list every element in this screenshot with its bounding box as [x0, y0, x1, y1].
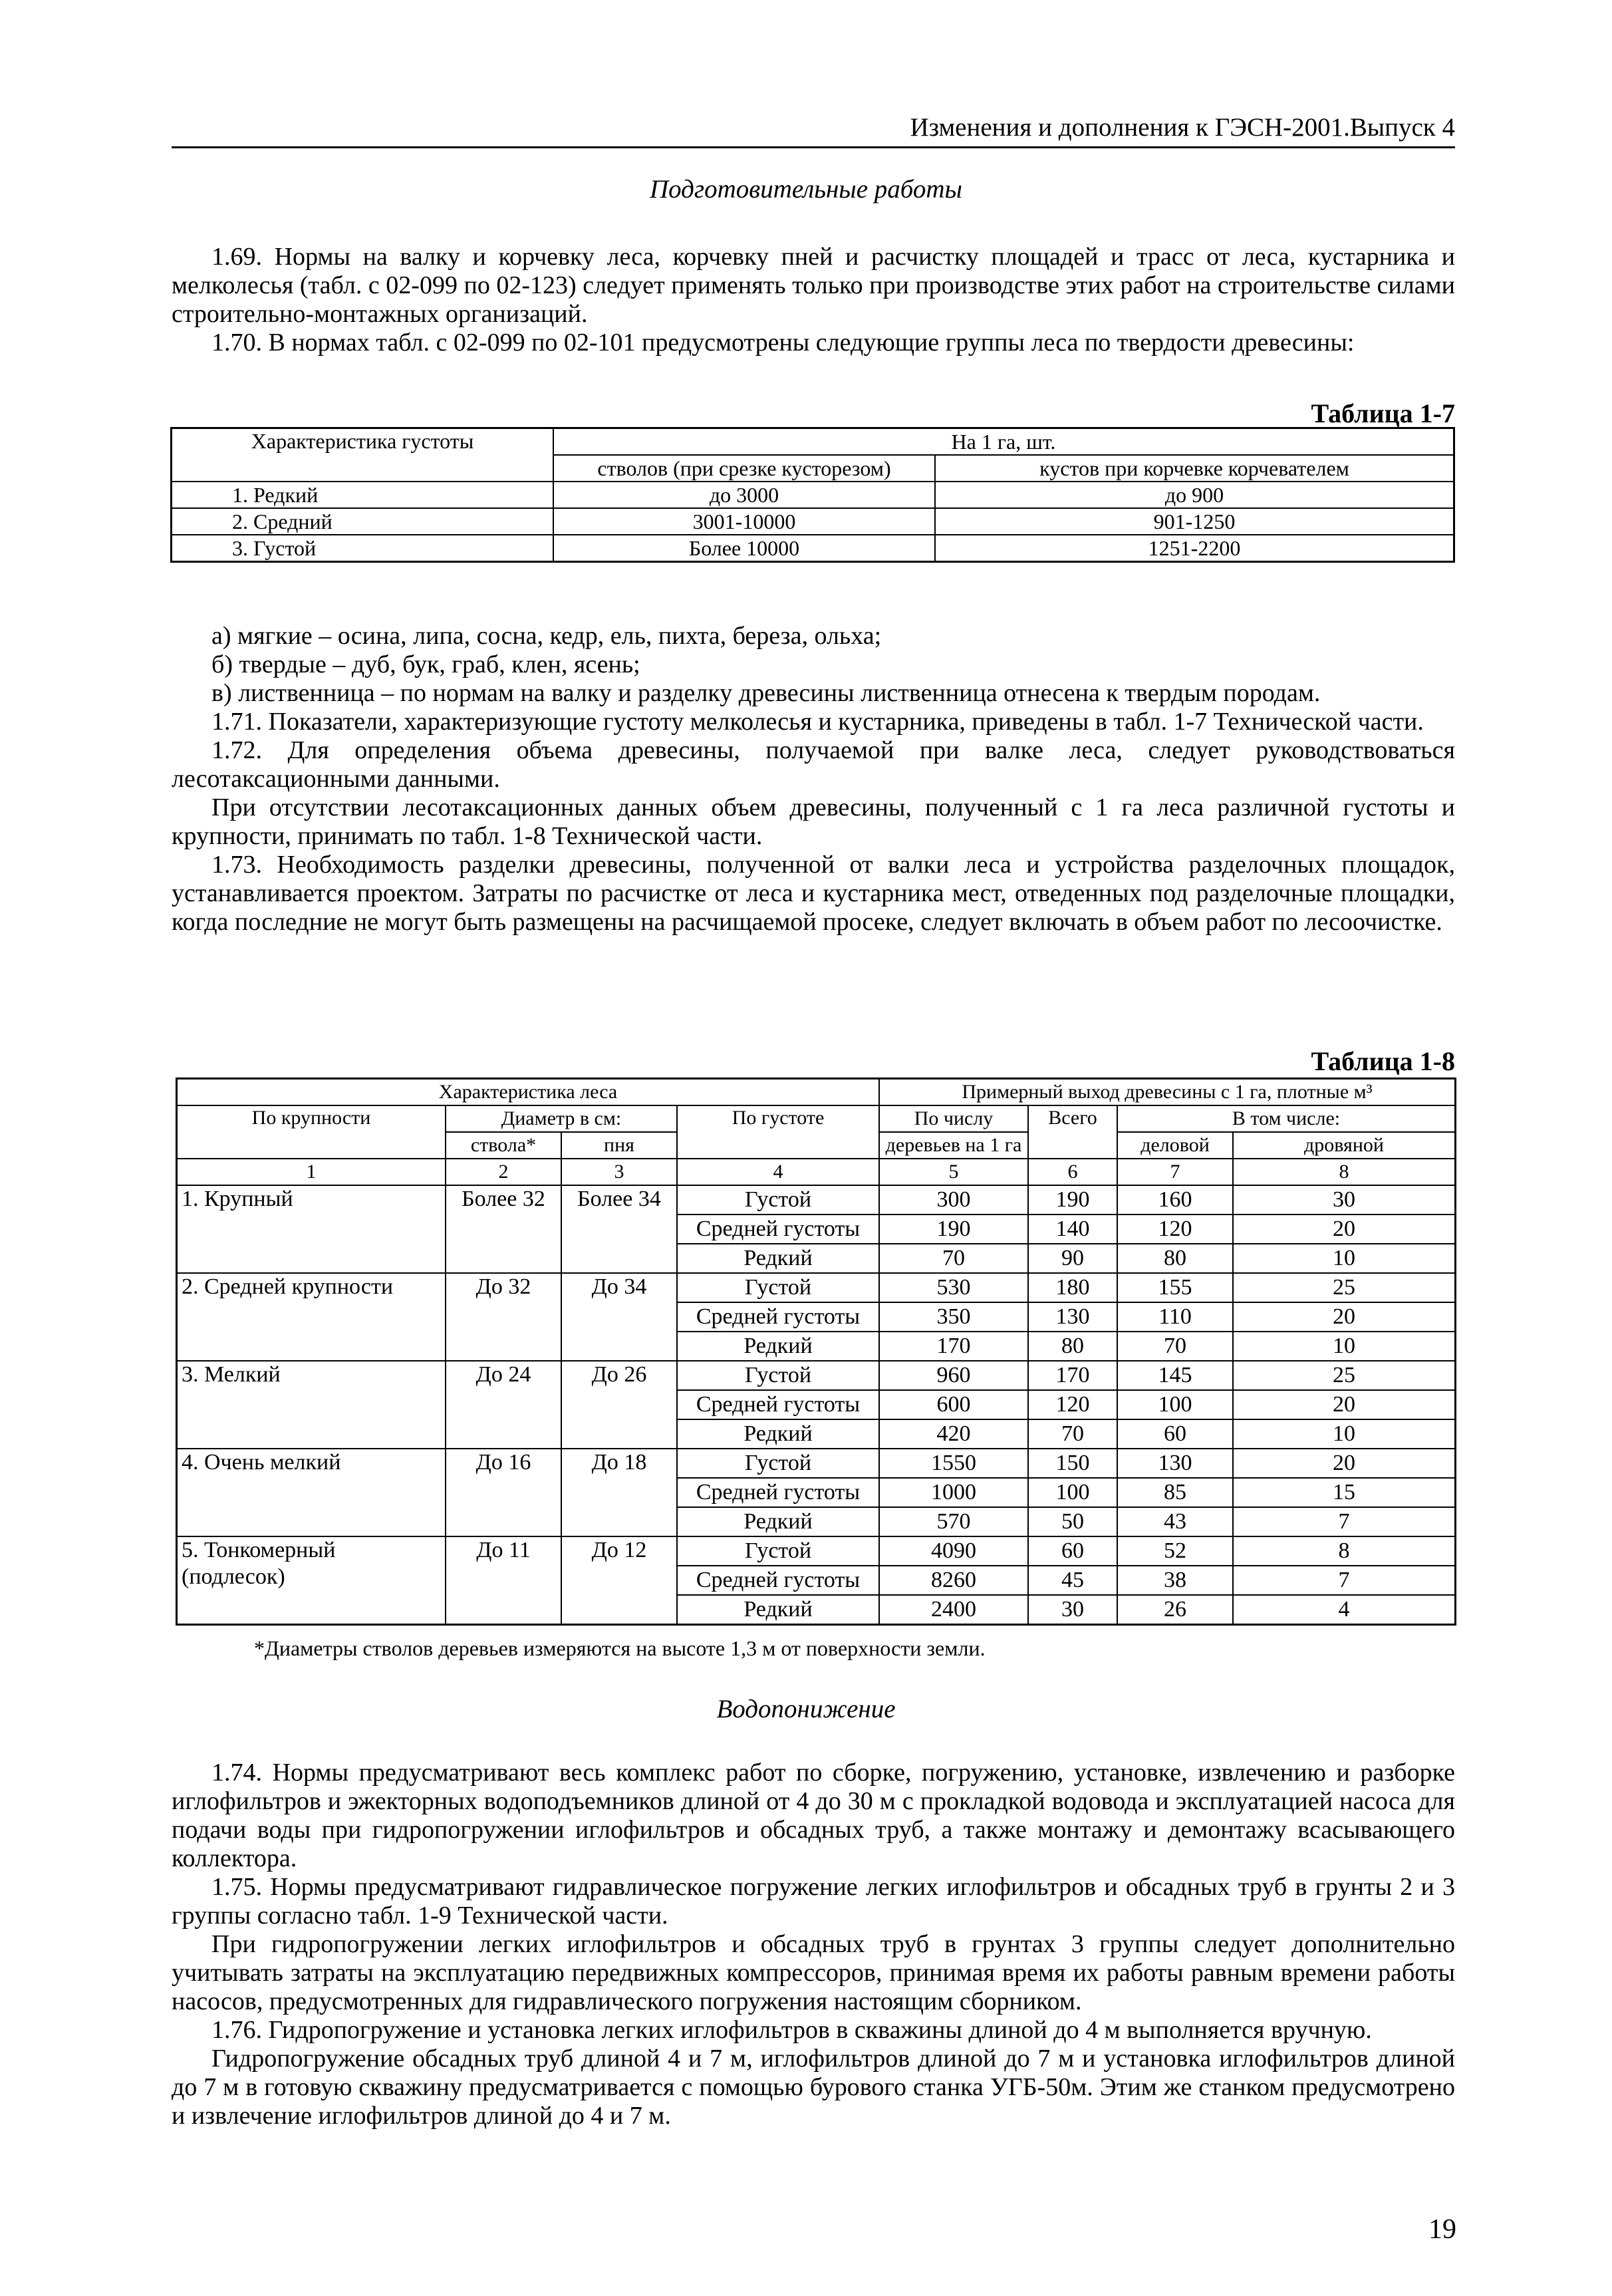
paragraph-1-74: 1.74. Нормы предусматривают весь комплекс работ по сборке, погружению, установке, извлечению и разборке иглофильтров и эжекторных водоподъемников длиной от 4 до 30 м с прокладкой водовода и эксплуатацией насоса для подачи воды при гидропогружении иглофильтров и обсадных труб, а также монтажу и демонтажу всасывающего коллектора.: [172, 1759, 1455, 1872]
paragraph-1-76-b: Гидропогружение обсадных труб длиной 4 и 7 м, иглофильтров длиной до 7 м и установка иглофильтров длиной до 7 м в готовую скважину предусматривается с помощью бурового станка УГБ-50м. Этим же станком предусмотрено и извлечение иглофильтров длиной до 4 и 7 м.: [172, 2045, 1455, 2130]
table-cell: 80: [1117, 1244, 1233, 1273]
table-cell: 6: [1028, 1159, 1117, 1185]
table-1-8-header-count: По числу: [879, 1105, 1028, 1132]
table-cell: 80: [1028, 1332, 1117, 1361]
table-cell: 160: [1117, 1185, 1233, 1215]
page-number: 19: [1428, 2214, 1456, 2245]
table-cell: До 32: [446, 1273, 561, 1361]
table-row: [172, 482, 1454, 508]
size-label: 2. Средней крупности: [182, 1274, 394, 1299]
table-cell: 120: [1117, 1215, 1233, 1244]
table-cell: Редкий: [677, 1244, 879, 1273]
table-cell: 8: [1233, 1159, 1456, 1185]
table-row: [172, 535, 1454, 562]
table-cell: 350: [879, 1302, 1028, 1332]
table-1-8-header-trunk: ствола*: [446, 1132, 561, 1159]
table-1-8-header-firewood: дровяной: [1233, 1132, 1456, 1159]
table-cell: 2. Средний: [172, 508, 554, 535]
table-cell: До 26: [561, 1361, 677, 1449]
table-cell: Редкий: [677, 1419, 879, 1449]
table-cell: 25: [1233, 1273, 1456, 1302]
table-cell: 10: [1233, 1332, 1456, 1361]
table-cell: 1550: [879, 1449, 1028, 1478]
table-cell: 8260: [879, 1566, 1028, 1595]
table-cell: до 3000: [553, 482, 935, 508]
table-cell: 1. Редкий: [172, 482, 554, 508]
list-item-a: а) мягкие – осина, липа, сосна, кедр, ель, пихта, береза, ольха;: [211, 622, 882, 650]
paragraph-1-69: 1.69. Нормы на валку и корчевку леса, корчевку пней и расчистку площадей и трасс от леса, кустарника и мелколесья (табл. с 02-099 по 02-123) следует применять только при производстве этих работ на строительстве силами строительно-монтажных организаций.: [172, 243, 1455, 328]
table-cell: 2400: [879, 1595, 1028, 1625]
table-cell: 52: [1117, 1536, 1233, 1566]
table-1-7-header-density: Характеристика густоты: [172, 428, 554, 482]
table-cell: Густой: [677, 1449, 879, 1478]
table-row: [177, 1361, 1456, 1390]
paragraph-1-75-b: При гидропогружении легких иглофильтров и обсадных труб в грунтах 3 группы следует дополнительно учитывать затраты на эксплуатацию передвижных компрессоров, принимая время их работы равным времени работы насосов, предусмотренных для гидравлического погружения настоящим сборником.: [172, 1930, 1455, 2015]
table-cell: 7: [1117, 1159, 1233, 1185]
table-1-7-header-bushes: кустов при корчевке корчевателем: [935, 455, 1454, 482]
size-label: 4. Очень мелкий: [182, 1450, 341, 1475]
table-cell: Густой: [677, 1361, 879, 1390]
table-cell: 1: [177, 1159, 446, 1185]
table-cell: Средней густоты: [677, 1302, 879, 1332]
paragraphs-wood-groups: [172, 622, 1455, 936]
list-item-c: в) лиственница – по нормам на валку и разделку древесины лиственница отнесена к твердым породам.: [211, 679, 1321, 707]
table-cell: 1000: [879, 1478, 1028, 1507]
table-cell: 2: [446, 1159, 561, 1185]
table-cell: 7: [1233, 1507, 1456, 1536]
table-cell: 100: [1117, 1390, 1233, 1419]
table-1-8: [176, 1077, 1456, 1626]
page-header: Изменения и дополнения к ГЭСН-2001.Выпуск 4: [172, 112, 1455, 148]
table-cell: 20: [1233, 1449, 1456, 1478]
table-cell: 70: [1117, 1332, 1233, 1361]
table-1-8-header-including: В том числе:: [1117, 1105, 1456, 1132]
table-cell: 420: [879, 1419, 1028, 1449]
paragraph-1-76: 1.76. Гидропогружение и установка легких иглофильтров в скважины длиной до 4 м выполняется вручную.: [211, 2016, 1372, 2044]
table-cell: 110: [1117, 1302, 1233, 1332]
table-1-7-caption: Таблица 1-7: [1311, 398, 1455, 428]
table-cell: 15: [1233, 1478, 1456, 1507]
table-cell: 43: [1117, 1507, 1233, 1536]
table-cell: Более 32: [446, 1185, 561, 1273]
paragraph-1-75: 1.75. Нормы предусматривают гидравлическое погружение легких иглофильтров и обсадных труб в грунты 2 и 3 группы согласно табл. 1-9 Технической части.: [172, 1873, 1455, 1930]
table-cell: 7: [1233, 1566, 1456, 1595]
table-cell-size: [177, 1449, 446, 1536]
table-cell: 20: [1233, 1302, 1456, 1332]
table-cell: 130: [1028, 1302, 1117, 1332]
table-cell: 90: [1028, 1244, 1117, 1273]
table-cell: 85: [1117, 1478, 1233, 1507]
table-cell: 20: [1233, 1215, 1456, 1244]
table-1-8-header-trees: деревьев на 1 га: [879, 1132, 1028, 1159]
table-1-7: [170, 427, 1455, 563]
table-cell: 960: [879, 1361, 1028, 1390]
table-1-8-column-numbers: [177, 1159, 1456, 1185]
table-row: [177, 1536, 1456, 1566]
table-1-8-header-forest: Характеристика леса: [177, 1079, 880, 1106]
table-cell: 170: [879, 1332, 1028, 1361]
paragraph-1-70: 1.70. В нормах табл. с 02-099 по 02-101 предусмотрены следующие группы леса по твердости древесины:: [211, 329, 1355, 357]
table-cell: 4090: [879, 1536, 1028, 1566]
table-cell: 1251-2200: [935, 535, 1454, 562]
table-cell: 150: [1028, 1449, 1117, 1478]
list-item-b: б) твердые – дуб, бук, граб, клен, ясень;: [211, 650, 640, 678]
table-cell: Густой: [677, 1185, 879, 1215]
table-cell: Редкий: [677, 1595, 879, 1625]
size-label-line2: (подлесок): [182, 1564, 285, 1589]
table-1-7-header-trunks: стволов (при срезке кусторезом): [553, 455, 935, 482]
table-cell: 120: [1028, 1390, 1117, 1419]
table-cell: 70: [1028, 1419, 1117, 1449]
paragraph-1-72-b: При отсутствии лесотаксационных данных объем древесины, полученный с 1 га леса различной густоты и крупности, принимать по табл. 1-8 Технической части.: [172, 793, 1455, 850]
table-row: [172, 508, 1454, 535]
table-cell: 50: [1028, 1507, 1117, 1536]
table-cell-size: [177, 1536, 446, 1625]
table-cell: 530: [879, 1273, 1028, 1302]
table-cell: 155: [1117, 1273, 1233, 1302]
table-cell: 190: [879, 1215, 1028, 1244]
table-cell: Более 34: [561, 1185, 677, 1273]
table-1-8-header-business: деловой: [1117, 1132, 1233, 1159]
table-1-8-header-stump: пня: [561, 1132, 677, 1159]
table-cell: До 34: [561, 1273, 677, 1361]
table-cell: Редкий: [677, 1507, 879, 1536]
table-cell: 5: [879, 1159, 1028, 1185]
table-cell: 20: [1233, 1390, 1456, 1419]
table-cell: до 900: [935, 482, 1454, 508]
table-cell: Средней густоты: [677, 1478, 879, 1507]
section-title-dewatering: Водопонижение: [716, 1695, 896, 1723]
paragraph-1-73: 1.73. Необходимость разделки древесины, полученной от валки леса и устройства разделочных площадок, устанавливается проектом. Затраты по расчистке от леса и кустарника мест, отведенных под разделочные площадки, когда последние не могут быть размещены на расчищаемой просеке, следует включать в объем работ по лесоочистке.: [172, 851, 1455, 936]
table-cell: Более 10000: [553, 535, 935, 562]
table-1-8-header-density: По густоте: [677, 1105, 879, 1159]
table-cell: 170: [1028, 1361, 1117, 1390]
table-cell: 145: [1117, 1361, 1233, 1390]
table-cell-size: [177, 1273, 446, 1361]
table-row: [177, 1273, 1456, 1302]
table-cell: 25: [1233, 1361, 1456, 1390]
table-1-8-header-yield: Примерный выход древесины с 1 га, плотные м³: [879, 1079, 1456, 1106]
table-1-8-body: [177, 1185, 1456, 1625]
table-cell-size: [177, 1185, 446, 1273]
table-cell: 8: [1233, 1536, 1456, 1566]
section-title-preparatory: Подготовительные работы: [650, 175, 962, 204]
size-label: 3. Мелкий: [182, 1362, 281, 1387]
table-row: [177, 1449, 1456, 1478]
table-cell: Густой: [677, 1273, 879, 1302]
table-cell: Средней густоты: [677, 1566, 879, 1595]
table-1-8-header-size: По крупности: [177, 1105, 446, 1159]
table-cell: 190: [1028, 1185, 1117, 1215]
size-label: 5. Тонкомерный: [182, 1538, 336, 1562]
table-cell: 26: [1117, 1595, 1233, 1625]
table-cell: Редкий: [677, 1332, 879, 1361]
table-cell: 570: [879, 1507, 1028, 1536]
table-1-8-caption: Таблица 1-8: [1311, 1046, 1455, 1076]
paragraph-1-72: 1.72. Для определения объема древесины, получаемой при валке леса, следует руководствоваться лесотаксационными данными.: [172, 736, 1455, 793]
table-cell: 70: [879, 1244, 1028, 1273]
paragraphs-169-170: [172, 243, 1455, 357]
table-cell: 45: [1028, 1566, 1117, 1595]
table-cell: До 16: [446, 1449, 561, 1536]
table-cell: Средней густоты: [677, 1390, 879, 1419]
table-1-8-header-total: Всего: [1028, 1105, 1117, 1159]
table-cell: 180: [1028, 1273, 1117, 1302]
table-cell: До 18: [561, 1449, 677, 1536]
table-cell: 4: [677, 1159, 879, 1185]
table-cell: 3. Густой: [172, 535, 554, 562]
table-cell: 10: [1233, 1244, 1456, 1273]
paragraph-1-71: 1.71. Показатели, характеризующие густоту мелколесья и кустарника, приведены в табл. 1-7 Технической части.: [211, 708, 1424, 736]
table-cell: 30: [1233, 1185, 1456, 1215]
table-cell: 3: [561, 1159, 677, 1185]
table-row: [177, 1185, 1456, 1215]
table-cell: Густой: [677, 1536, 879, 1566]
table-cell: 4: [1233, 1595, 1456, 1625]
table-cell: 300: [879, 1185, 1028, 1215]
size-label: 1. Крупный: [182, 1187, 293, 1211]
table-cell: 10: [1233, 1419, 1456, 1449]
table-1-8-header-diameter: Диаметр в см:: [446, 1105, 677, 1132]
table-cell: 100: [1028, 1478, 1117, 1507]
paragraphs-174-176: [172, 1759, 1455, 2130]
table-cell: 60: [1117, 1419, 1233, 1449]
table-cell: 3001-10000: [553, 508, 935, 535]
table-cell: До 24: [446, 1361, 561, 1449]
table-cell-size: [177, 1361, 446, 1449]
table-cell: 140: [1028, 1215, 1117, 1244]
table-cell: До 11: [446, 1536, 561, 1625]
table-cell: До 12: [561, 1536, 677, 1625]
footnote: *Диаметры стволов деревьев измеряются на высоте 1,3 м от поверхности земли.: [254, 1636, 986, 1660]
table-cell: 600: [879, 1390, 1028, 1419]
table-cell: Средней густоты: [677, 1215, 879, 1244]
table-cell: 38: [1117, 1566, 1233, 1595]
table-cell: 901-1250: [935, 508, 1454, 535]
table-cell: 30: [1028, 1595, 1117, 1625]
table-cell: 60: [1028, 1536, 1117, 1566]
table-1-7-header-per-ha: На 1 га, шт.: [553, 428, 1454, 456]
table-cell: 130: [1117, 1449, 1233, 1478]
